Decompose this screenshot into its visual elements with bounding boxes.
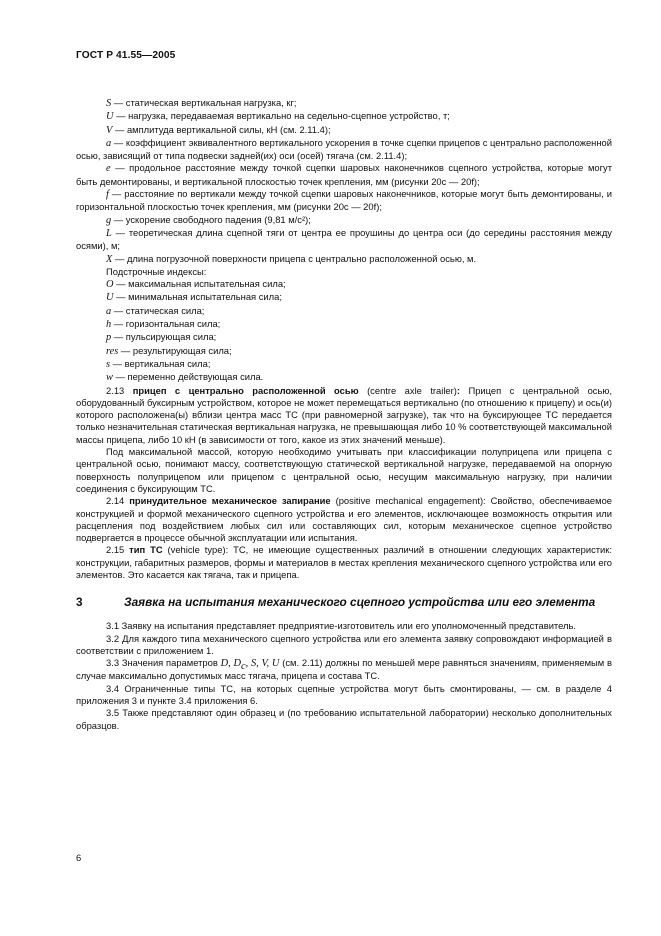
definition-item <box>76 124 612 137</box>
clause-3-3 <box>76 657 612 683</box>
section-title: Заявка на испытания механического сцепного устройства или его элемента <box>124 595 596 610</box>
symbol-description: — статическая вертикальная нагрузка, кг; <box>111 97 297 108</box>
subscripts-heading: Подстрочные индексы: <box>106 265 207 277</box>
definition-item <box>76 227 612 253</box>
clause-text: (см. 2.11) должны по меньшей мере равняться значениям, применяемым в случае максимально допустимых масс тягача, прицепа и состава ТС. <box>76 657 612 682</box>
definition-item <box>76 358 612 371</box>
term: тип ТС <box>129 544 163 556</box>
symbol-description: — максимальная испытательная сила; <box>113 278 286 290</box>
term: принудительное механическое запирание <box>129 495 331 507</box>
definition-text: Прицеп с центральной осью, оборудованный буксирным устройством, которое не может перемещаться вертикально (по отношению к прицепу) и ось(и) которого расположена(ы) вблизи центра масс ТС (при равномерной загрузке), так что на буксирующее ТС передается только незначительная статическая вертикальная нагрузка, не превышающая либо 10 % соответствующей максимальной массы прицепа, либо 10 кН (в зависимости от того, какое из этих значений меньше). <box>76 384 612 445</box>
document-header: ГОСТ Р 41.55—2005 <box>76 50 176 61</box>
symbol: L <box>106 227 112 239</box>
clause-number: 2.15 <box>106 544 130 556</box>
definition-item <box>76 97 612 110</box>
symbol: V <box>106 124 113 136</box>
symbol: X <box>106 253 113 265</box>
definitions-list <box>76 97 612 266</box>
symbol: g <box>106 214 112 226</box>
symbol: res <box>106 345 119 357</box>
symbol-description: — переменно действующая сила. <box>112 371 264 383</box>
term: прицеп с центрально расположенной осью <box>132 384 359 396</box>
definition-item <box>76 278 612 291</box>
definition-item <box>76 214 612 227</box>
page-content <box>76 97 612 732</box>
clause-3-2: 3.2 Для каждого типа механического сцепного устройства или его элемента заявку сопровождают информацией в соответствии с приложением 1. <box>76 632 612 656</box>
symbol-description: — результирующая сила; <box>118 344 232 356</box>
clause-3-1: 3.1 Заявку на испытания представляет предприятие-изготовитель или его уполномоченный представитель. <box>106 620 576 632</box>
term-english: (positive mechanical engagement): <box>330 495 486 507</box>
definition-item <box>76 188 612 214</box>
term-colon: : <box>456 384 461 396</box>
symbol-description: — ускорение свободного падения (9,81 м/с²); <box>111 213 311 225</box>
clause-number: 2.13 <box>106 384 133 396</box>
symbol-description: — теоретическая длина сцепной тяги от центра ее проушины до центра оси (до середины расстояния между осями), м; <box>76 226 612 252</box>
definition-item <box>76 371 612 384</box>
parameter-symbols: D, D <box>220 658 241 670</box>
symbol: U <box>106 111 114 123</box>
parameter-symbols: , S, V, U <box>245 658 280 670</box>
symbol-description: — нагрузка, передаваемая вертикально на седельно-сцепное устройство, т; <box>113 110 450 122</box>
definition-item <box>76 331 612 344</box>
symbol: U <box>106 292 114 304</box>
section-3-heading <box>76 595 612 610</box>
clause-2-14 <box>76 495 612 544</box>
symbol-description: — длина погрузочной поверхности прицепа с центрально расположенной осью, м. <box>112 252 477 264</box>
clause-2-15 <box>76 544 612 581</box>
symbol: h <box>106 319 112 331</box>
term-english: (vehicle type): <box>162 544 229 556</box>
definition-item <box>76 137 612 163</box>
symbol: O <box>106 279 114 291</box>
definition-text: ТС, не имеющие существенных различий в отношении следующих характеристик: конструкции, габаритных размеров, формы и материалов в местах крепления механического сцепного устройства или его элементов. Это касается как тягача, так и прицепа. <box>76 544 612 580</box>
symbol-description: — расстояние по вертикали между точкой сцепки шаровых наконечников, которые могут быть демонтированы, и горизонтальной плоскостью точек крепления, мм (рисунки 20с — 20f); <box>76 188 612 213</box>
term-english: (centre axle trailer) <box>358 384 457 396</box>
page-number: 6 <box>76 852 82 863</box>
clause-number: 2.14 <box>106 495 130 507</box>
definition-item <box>76 253 612 266</box>
symbol-description: — вертикальная сила; <box>110 357 211 369</box>
parameter-subscript: c <box>240 661 246 673</box>
definition-item <box>76 110 612 123</box>
definition-text: Свойство, обеспечиваемое конструкцией и формой механического сцепного устройства и его элементов, исключающее возможность открытия или расцепления под воздействием любых сил или составляющих сил, которым механическое сцепное устройство подвергается в процессе обычной эксплуатации или испытания. <box>76 495 612 544</box>
symbol-description: — минимальная испытательная сила; <box>113 291 282 303</box>
symbol: p <box>106 332 112 344</box>
symbol: a <box>106 137 112 149</box>
symbol-description: — продольное расстояние между точкой сцепки шаровых наконечников сцепного устройства, которые могут быть демонтированы, и вертикальной плоскостью точек крепления, мм (рисунки 20с — 20f); <box>76 162 612 187</box>
clause-3-4: 3.4 Ограниченные типы ТС, на которых сцепные устройства могут быть смонтированы, — см. в разделе 4 приложения 3 и пункте 3.4 приложения 6. <box>76 682 612 707</box>
symbol-description: — амплитуда вертикальной силы, кН (см. 2.11.4); <box>112 123 331 135</box>
clause-3-5: 3.5 Также представляют один образец и (по требованию испытательной лаборатории) несколько дополнительных образцов. <box>76 707 612 731</box>
section-number: 3 <box>76 595 83 610</box>
definition-item <box>76 162 612 188</box>
symbol: e <box>106 163 111 175</box>
symbol-description: — пульсирующая сила; <box>111 331 217 343</box>
definition-item <box>76 345 612 358</box>
clause-2-13 <box>76 385 612 446</box>
symbol-description: — статическая сила; <box>111 304 205 316</box>
definition-item <box>76 291 612 304</box>
symbol: f <box>106 189 109 201</box>
definition-item <box>76 318 612 331</box>
definition-item <box>76 305 612 318</box>
symbol: w <box>106 372 113 384</box>
symbol-description: — горизонтальная сила; <box>111 318 221 330</box>
symbol: s <box>106 358 111 370</box>
clause-number: 3.3 Значения параметров <box>106 657 221 669</box>
symbol: a <box>106 305 112 317</box>
symbol: S <box>106 98 112 109</box>
symbol-description: — коэффициент эквивалентного вертикального ускорения в точке сцепки прицепов с центрально расположенной осью, зависящий от типа подвески задней(их) оси (осей) тягача (см. 2.11.4); <box>76 136 612 162</box>
subscripts-list <box>76 278 612 384</box>
clause-2-13-paragraph-2: Под максимальной массой, которую необходимо учитывать при классификации полуприцепа или прицепа с центральной осью, понимают массу, соответствующую статической вертикальной нагрузке, передаваемой на опорную поверхность полуприцепом или прицепом с центральной осью, несущим максимальную нагрузку, при наличии соединения с буксирующим ТС. <box>76 446 612 494</box>
